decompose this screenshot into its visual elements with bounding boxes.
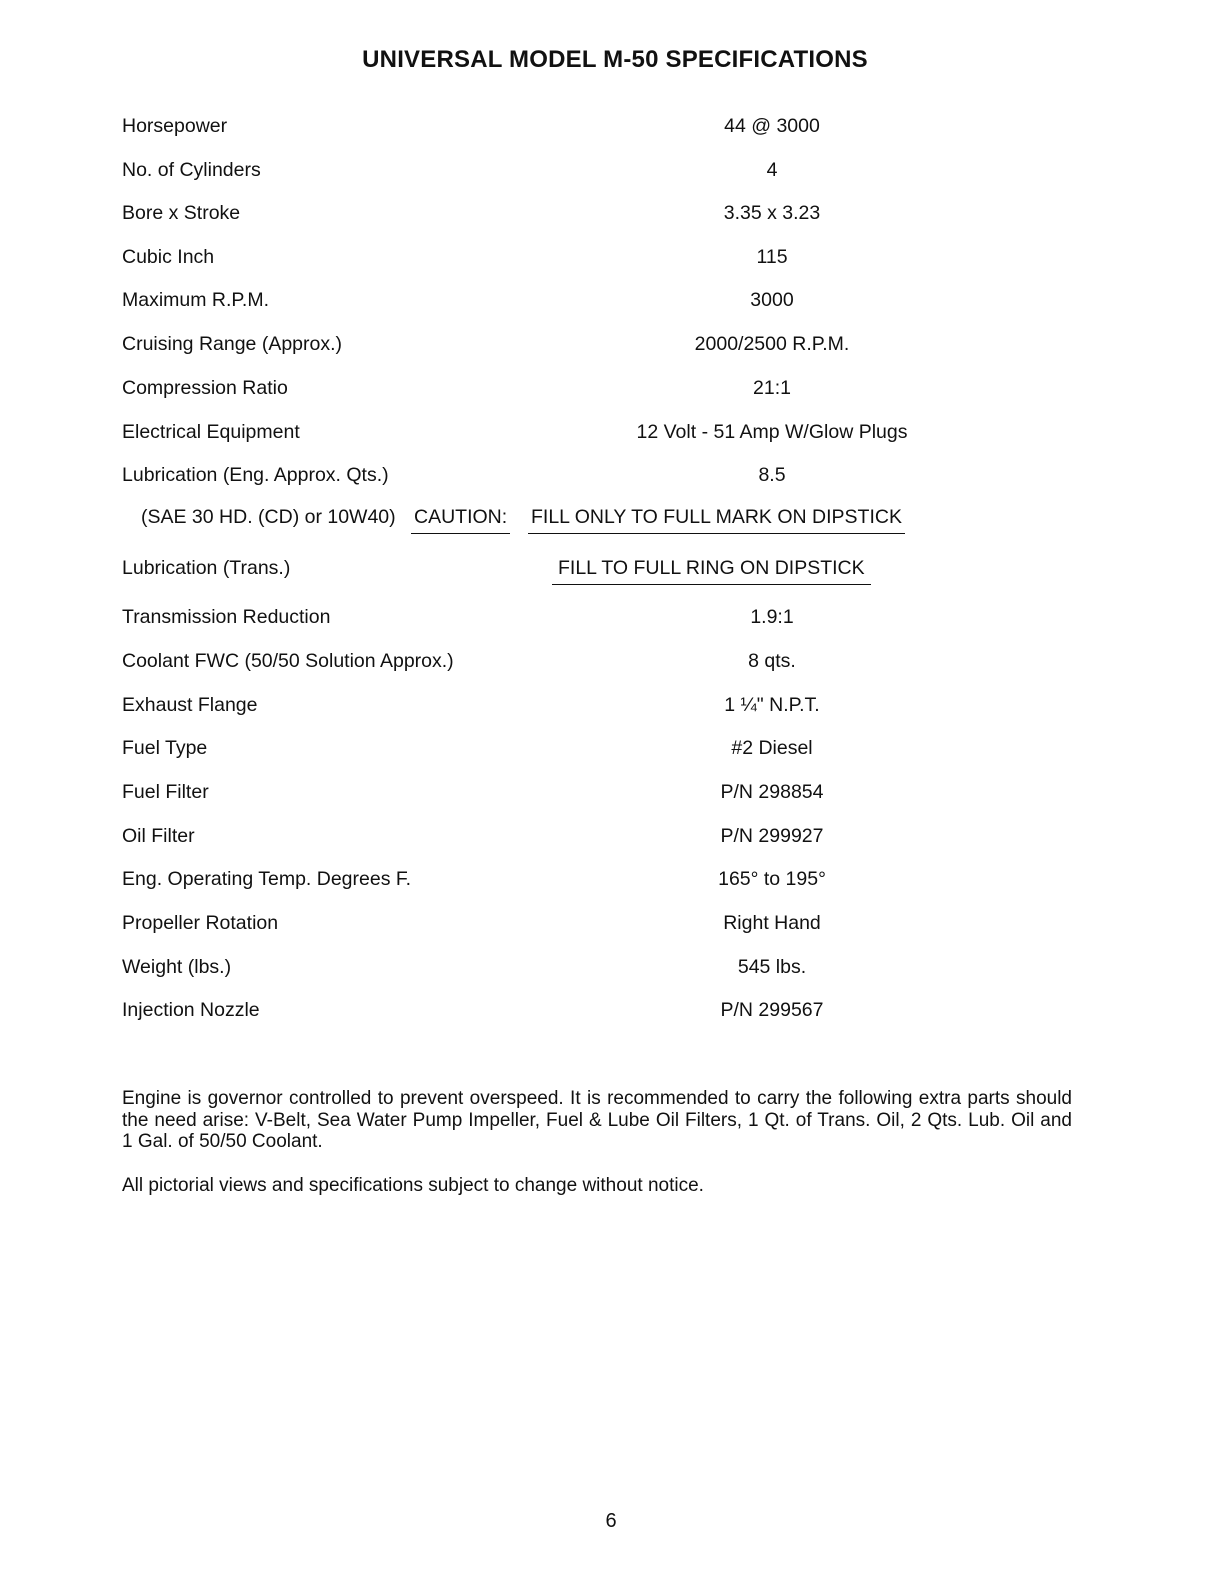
spec-label: Oil Filter bbox=[122, 825, 195, 847]
spec-value: 3.35 x 3.23 bbox=[723, 202, 821, 224]
spec-row bbox=[0, 781, 1224, 811]
spec-label: Coolant FWC (50/50 Solution Approx.) bbox=[122, 650, 454, 672]
spec-label: No. of Cylinders bbox=[122, 159, 261, 181]
spec-label: Cruising Range (Approx.) bbox=[122, 333, 343, 355]
spec-label: Injection Nozzle bbox=[122, 999, 260, 1021]
spec-row bbox=[0, 825, 1224, 855]
spec-row bbox=[0, 912, 1224, 942]
spec-row bbox=[0, 421, 1224, 451]
oil-grade: (SAE 30 HD. (CD) or 10W40) bbox=[141, 506, 396, 528]
spec-value: 12 Volt - 51 Amp W/Glow Plugs bbox=[636, 421, 908, 443]
spec-value: 8 qts. bbox=[748, 650, 796, 672]
spec-label: Exhaust Flange bbox=[122, 694, 258, 716]
spec-row-trans-lube bbox=[0, 557, 1224, 587]
spec-value: 3000 bbox=[750, 289, 794, 311]
spec-value: P/N 299927 bbox=[720, 825, 824, 847]
spec-row bbox=[0, 377, 1224, 407]
spec-label: Maximum R.P.M. bbox=[122, 289, 269, 311]
spec-row bbox=[0, 115, 1224, 145]
spec-row bbox=[0, 159, 1224, 189]
spec-label: Horsepower bbox=[122, 115, 228, 137]
spec-row bbox=[0, 606, 1224, 636]
spec-row bbox=[0, 333, 1224, 363]
spec-label: Propeller Rotation bbox=[122, 912, 279, 934]
spec-value: 44 @ 3000 bbox=[724, 115, 820, 137]
spec-row bbox=[0, 956, 1224, 986]
spec-row bbox=[0, 289, 1224, 319]
spec-label: Fuel Type bbox=[122, 737, 208, 759]
spec-value: 8.5 bbox=[758, 464, 786, 486]
spec-label: Fuel Filter bbox=[122, 781, 209, 803]
spec-label: Eng. Operating Temp. Degrees F. bbox=[122, 868, 412, 890]
spec-value: 1 ¼" N.P.T. bbox=[724, 694, 820, 716]
spec-value: 1.9:1 bbox=[750, 606, 794, 628]
spec-value: 115 bbox=[756, 246, 788, 268]
spec-row bbox=[0, 868, 1224, 898]
spec-value: 545 lbs. bbox=[737, 956, 807, 978]
spec-label: Cubic Inch bbox=[122, 246, 215, 268]
spec-value: 165° to 195° bbox=[718, 868, 826, 890]
spec-row bbox=[0, 650, 1224, 680]
spec-label: Compression Ratio bbox=[122, 377, 288, 399]
spec-row bbox=[0, 246, 1224, 276]
page-number: 6 bbox=[605, 1510, 617, 1532]
spec-label: Transmission Reduction bbox=[122, 606, 331, 628]
spec-label: Weight (lbs.) bbox=[122, 956, 232, 978]
spec-row bbox=[0, 694, 1224, 724]
page-title: UNIVERSAL MODEL M-50 SPECIFICATIONS bbox=[362, 46, 868, 73]
spec-label: Electrical Equipment bbox=[122, 421, 300, 443]
caution-instruction: FILL ONLY TO FULL MARK ON DIPSTICK bbox=[528, 506, 905, 534]
spec-value: 21:1 bbox=[753, 377, 791, 399]
spec-value: 2000/2500 R.P.M. bbox=[694, 333, 850, 355]
spec-value: Right Hand bbox=[723, 912, 821, 934]
governor-note-paragraph: Engine is governor controlled to prevent overspeed. It is recommended to carry the following extra parts should the need arise: V-Belt, Sea Water Pump Impeller, Fuel & Lube Oil Filters, 1 Qt. of Trans. Oil, 2 Qts. Lub. Oil and 1 Gal. of 50/50 Coolant. bbox=[122, 1088, 1072, 1152]
spec-row bbox=[0, 999, 1224, 1029]
spec-row bbox=[0, 464, 1224, 494]
spec-row bbox=[0, 202, 1224, 232]
spec-label: Lubrication (Trans.) bbox=[122, 557, 291, 579]
change-notice-paragraph: All pictorial views and specifications subject to change without notice. bbox=[122, 1175, 704, 1196]
spec-row bbox=[0, 737, 1224, 767]
spec-label: Bore x Stroke bbox=[122, 202, 241, 224]
spec-value: P/N 298854 bbox=[720, 781, 824, 803]
spec-label: Lubrication (Eng. Approx. Qts.) bbox=[122, 464, 389, 486]
spec-value: P/N 299567 bbox=[720, 999, 824, 1021]
spec-value: 4 bbox=[766, 159, 778, 181]
caution-label: CAUTION: bbox=[411, 506, 510, 534]
spec-value: FILL TO FULL RING ON DIPSTICK bbox=[552, 557, 871, 585]
spec-value: #2 Diesel bbox=[731, 737, 813, 759]
